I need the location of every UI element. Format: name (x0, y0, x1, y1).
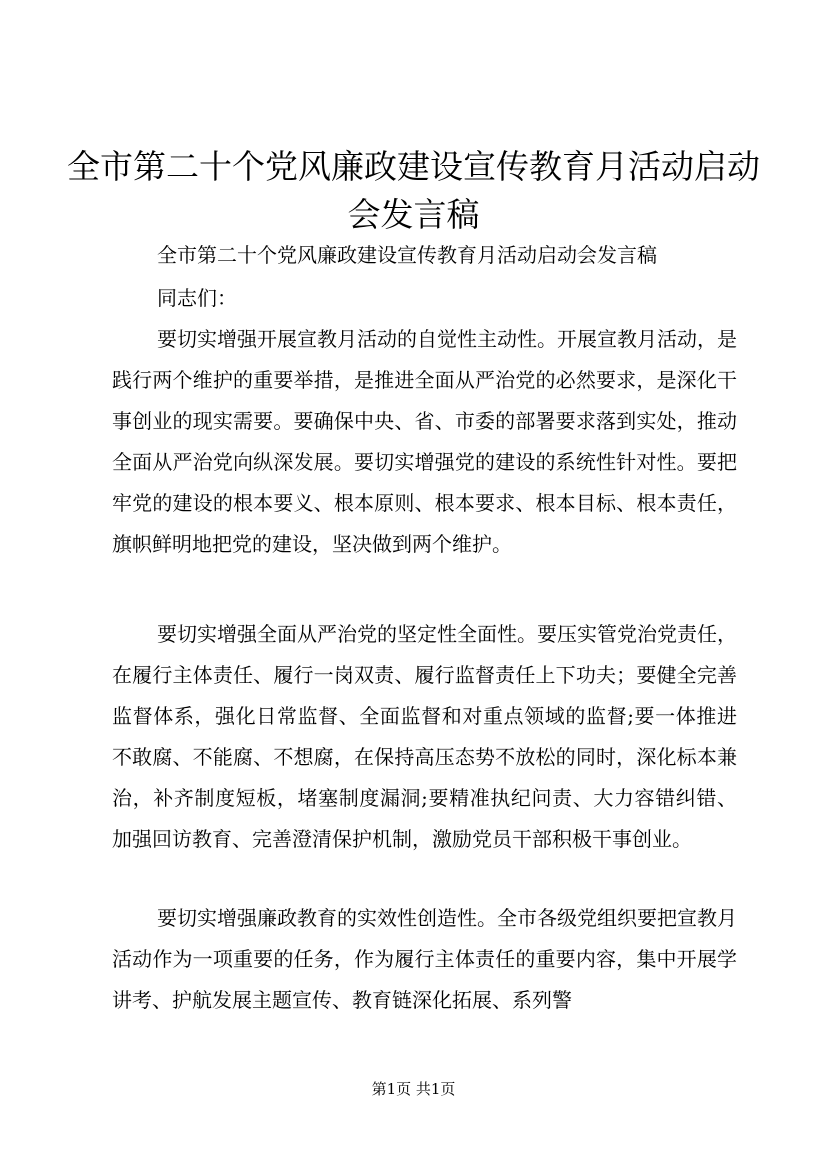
page-footer: 第1页 共1页 (371, 1080, 456, 1098)
body-paragraph-2: 要切实增强全面从严治党的坚定性全面性。要压实管党治党责任，在履行主体责任、履行一岗双责、履行监督责任上下功夫；要健全完善监督体系，强化日常监督、全面监督和对重点领域的监督;要一体推进不敢腐、不能腐、不想腐，在保持高压态势不放松的同时，深化标本兼治，补齐制度短板，堵塞制度漏洞;要精准执纪问责、大力容错纠错、加强回访教育、完善澄清保护机制，激励党员干部积极干事创业。 (112, 622, 737, 851)
document-subtitle: 全市第二十个党风廉政建设宣传教育月活动启动会发言稿 (157, 243, 657, 267)
document-title: 全市第二十个党风廉政建设宣传教育月活动启动会发言稿 (67, 147, 760, 234)
body-paragraph-1: 要切实增强开展宣教月活动的自觉性主动性。开展宣教月活动，是践行两个维护的重要举措，是推进全面从严治党的必然要求，是深化干事创业的现实需要。要确保中央、省、市委的部署要求落到实处，推动全面从严治党向纵深发展。要切实增强党的建设的系统性针对性。要把牢党的建设的根本要义、根本原则、根本要求、根本目标、根本责任，旗帜鲜明地把党的建设，坚决做到两个维护。 (112, 327, 737, 556)
body-paragraph-3: 要切实增强廉政教育的实效性创造性。全市各级党组织要把宣教月活动作为一项重要的任务，作为履行主体责任的重要内容，集中开展学讲考、护航发展主题宣传、教育链深化拓展、系列警 (112, 906, 737, 1012)
salutation: 同志们： (157, 286, 237, 310)
